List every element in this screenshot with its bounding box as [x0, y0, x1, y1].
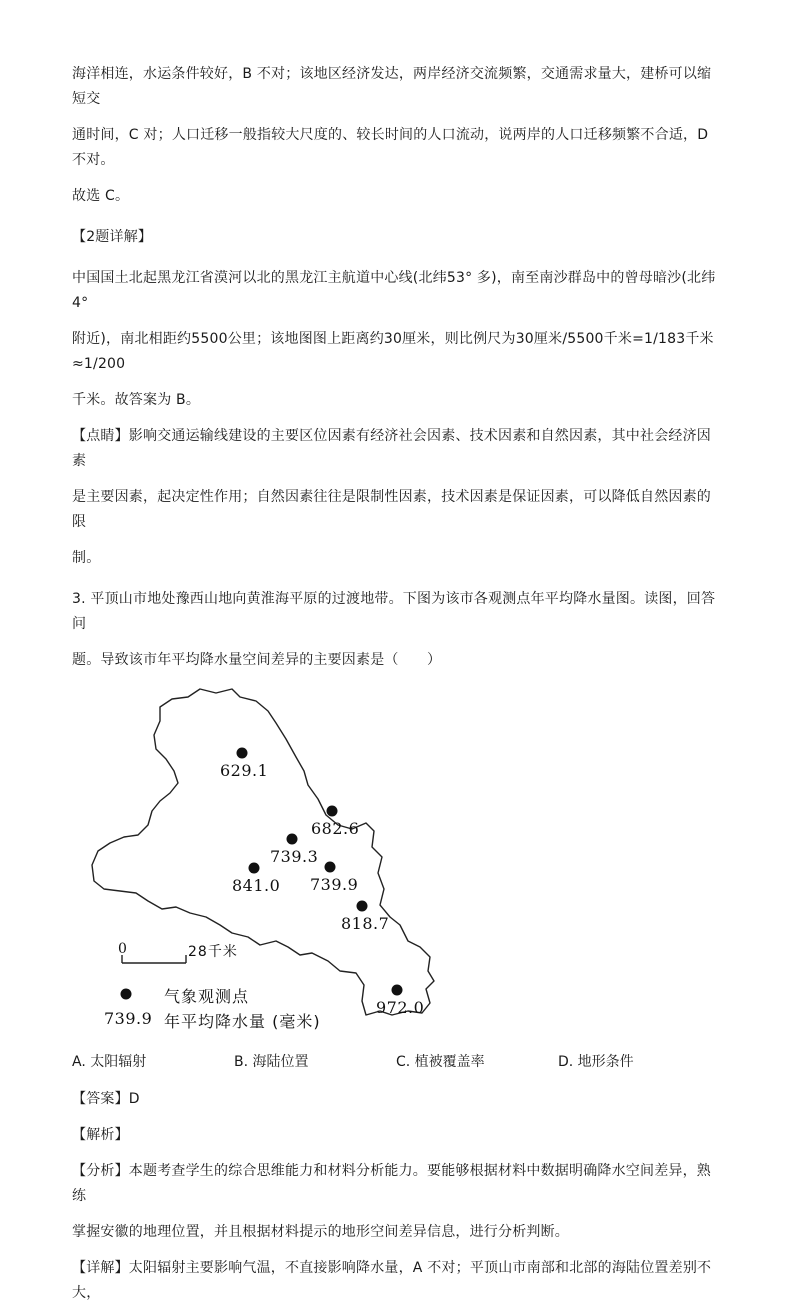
station-value-label: 739.3	[270, 847, 319, 866]
precipitation-map	[90, 685, 470, 1035]
station-value-label: 739.9	[310, 875, 359, 894]
station-dot	[325, 862, 336, 873]
station-value-label: 818.7	[341, 914, 390, 933]
tip-line: 制。	[72, 550, 101, 566]
option-b: B. 海陆位置	[234, 1054, 309, 1070]
station-value-label: 972.0	[376, 998, 425, 1017]
scale-zero-label: 0	[118, 941, 128, 957]
analysis-line: 掌握安徽的地理位置，并且根据材料提示的地形空间差异信息，进行分析判断。	[72, 1224, 569, 1240]
tip-line: 【点睛】影响交通运输线建设的主要区位因素有经济社会因素、技术因素和自然因素，其中社会经济因素	[72, 428, 711, 469]
station-dot	[237, 748, 248, 759]
option-c: C. 植被覆盖率	[396, 1054, 485, 1070]
paragraph-line: 海洋相连，水运条件较好，B 不对；该地区经济发达，两岸经济交流频繁，交通需求量大，建桥可以缩短交	[72, 66, 712, 107]
paragraph-line: 故选 C。	[72, 188, 130, 204]
analysis-line: 【分析】本题考查学生的综合思维能力和材料分析能力。要能够根据材料中数据明确降水空间差异，熟练	[72, 1163, 711, 1204]
legend-dot	[121, 989, 132, 1000]
legend-station-label: 气象观测点	[164, 987, 250, 1006]
paragraph-line: 通时间，C 对；人口迁移一般指较大尺度的、较长时间的人口流动，说两岸的人口迁移频繁不合适，D 不对。	[72, 127, 709, 168]
legend-value-label: 年平均降水量 (毫米)	[164, 1012, 321, 1031]
paragraph-line: 千米。故答案为 B。	[72, 392, 201, 408]
question-3-line: 3. 平顶山市地处豫西山地向黄淮海平原的过渡地带。下图为该市各观测点年平均降水量图。读图，回答问	[72, 591, 716, 632]
station-value-label: 682.6	[311, 819, 360, 838]
station-dot	[357, 901, 368, 912]
option-a: A. 太阳辐射	[72, 1054, 147, 1070]
question-3-line: 题。导致该市年平均降水量空间差异的主要因素是（ ）	[72, 652, 442, 668]
city-boundary	[92, 689, 434, 1015]
tip-line: 是主要因素，起决定性作用；自然因素往往是限制性因素，技术因素是保证因素，可以降低自然因素的限	[72, 489, 711, 530]
analysis-heading: 【解析】	[72, 1127, 129, 1143]
legend-value-example: 739.9	[104, 1009, 153, 1028]
answer-line: 【答案】D	[72, 1091, 140, 1107]
paragraph-line: 中国国土北起黑龙江省漠河以北的黑龙江主航道中心线(北纬53° 多)，南至南沙群岛中的曾母暗沙(北纬4°	[72, 270, 716, 311]
option-d: D. 地形条件	[558, 1054, 634, 1070]
paragraph-line: 附近)，南北相距约5500公里；该地图图上距离约30厘米，则比例尺为30厘米/5500千米=1/183千米≈1/200	[72, 331, 714, 372]
answer-options	[72, 1051, 724, 1071]
station-dot	[287, 834, 298, 845]
station-value-label: 629.1	[220, 761, 269, 780]
scale-distance-label: 28千米	[188, 944, 238, 960]
station-dot	[392, 985, 403, 996]
q2-heading: 【2题详解】	[72, 229, 153, 245]
station-dot	[249, 863, 260, 874]
station-value-label: 841.0	[232, 876, 281, 895]
detail-line: 【详解】太阳辐射主要影响气温，不直接影响降水量，A 不对；平顶山市南部和北部的海陆位置差别不大，	[72, 1260, 712, 1301]
station-dot	[327, 806, 338, 817]
document-page	[72, 62, 724, 1306]
